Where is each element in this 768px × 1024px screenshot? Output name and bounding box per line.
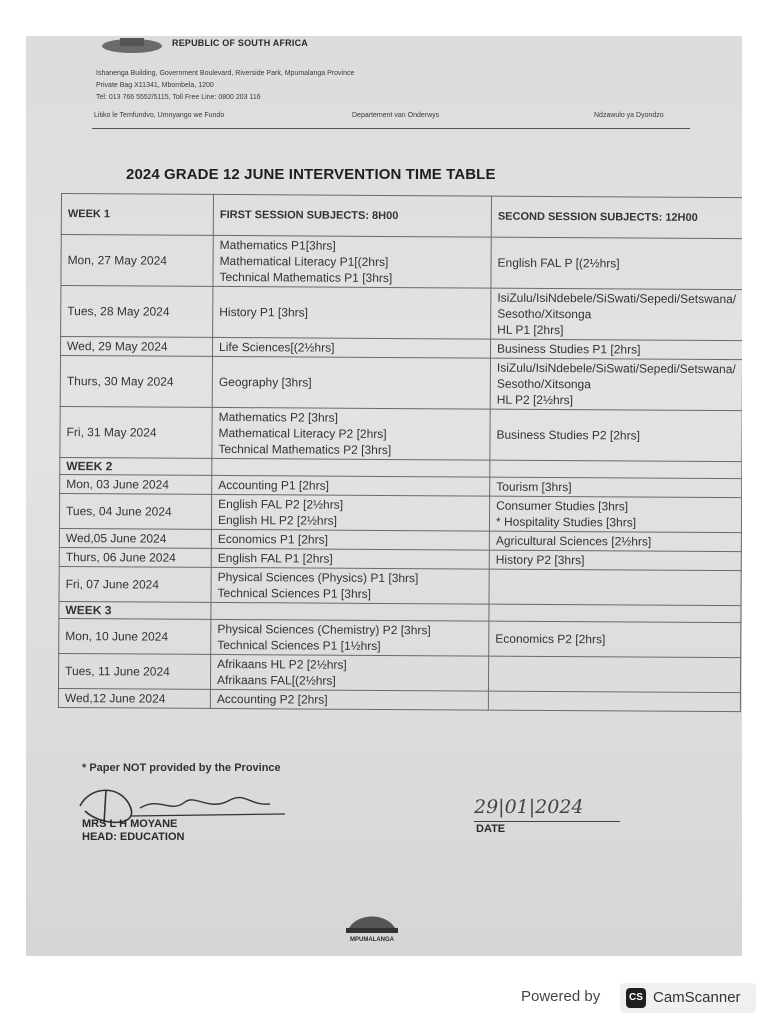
exam-date: Thurs, 06 June 2024	[59, 547, 211, 567]
subject-entry: IsiZulu/IsiNdebele/SiSwati/Sepedi/Setswana/ Sesotho/Xitsonga	[497, 290, 737, 322]
subject-entry: History P1 [3hrs]	[219, 304, 309, 320]
second-session-cell	[491, 237, 742, 290]
second-session-cell	[489, 569, 741, 606]
exam-date: Tues, 11 June 2024	[58, 653, 210, 689]
second-session-cell	[490, 339, 742, 360]
subject-entry: Physical Sciences (Physics) P1 [3hrs]	[217, 569, 419, 586]
first-session-cell	[211, 494, 489, 531]
first-session-cell	[213, 337, 491, 358]
subject-entry: English HL P2 [2½hrs]	[217, 512, 337, 528]
subject-entry: HL P1 [2hrs]	[497, 322, 564, 338]
subject-entry: Technical Mathematics P2 [3hrs]	[218, 441, 392, 458]
table-row	[60, 356, 742, 411]
subject-entry: Accounting P2 [2hrs]	[216, 691, 328, 707]
exam-date: Fri, 31 May 2024	[60, 406, 212, 458]
table-header-row	[61, 194, 742, 239]
second-session-cell	[488, 691, 740, 712]
subject-entry: Mathematical Literacy P1[(2hrs]	[219, 253, 389, 270]
first-session-cell	[212, 475, 490, 496]
subject-entry: Business Studies P1 [2hrs]	[497, 341, 641, 357]
signer-role: HEAD: EDUCATION	[82, 831, 185, 843]
timetable	[58, 193, 742, 712]
subject-entry: Tourism [3hrs]	[496, 479, 572, 495]
exam-date: Wed,05 June 2024	[59, 528, 211, 548]
logo-text: MPUMALANGA	[350, 937, 394, 943]
week-label: WEEK 2	[60, 457, 212, 475]
exam-date: Tues, 04 June 2024	[59, 493, 211, 529]
empty-cell	[489, 604, 741, 623]
scanned-document	[26, 36, 742, 956]
camscanner-icon: CS	[626, 988, 646, 1008]
footnote: * Paper NOT provided by the Province	[82, 762, 281, 774]
address-line: Ishanenga Building, Government Boulevard, Riverside Park, Mpumalanga Province	[96, 70, 355, 77]
mpumalanga-logo	[332, 908, 412, 948]
language-afrikaans: Departement van Onderwys	[352, 112, 440, 119]
subject-entry: Agricultural Sciences [2½hrs]	[495, 533, 652, 549]
subject-entry: Afrikaans FAL[(2½hrs]	[216, 672, 336, 688]
subject-entry: Technical Mathematics P1 [3hrs]	[219, 269, 393, 286]
subject-entry: Mathematics P1[3hrs]	[219, 237, 336, 253]
provincial-logo-icon	[342, 908, 402, 934]
signer-block	[82, 818, 184, 844]
second-session-cell	[489, 550, 741, 571]
table-row	[59, 566, 741, 605]
subject-entry: Technical Sciences P1 [1½hrs]	[217, 637, 381, 653]
subject-entry: English FAL P2 [2½hrs]	[218, 496, 344, 512]
exam-date: Mon, 10 June 2024	[59, 618, 211, 654]
first-session-cell	[212, 407, 490, 460]
header-first-session: FIRST SESSION SUBJECTS: 8H00	[213, 194, 491, 237]
table-row	[59, 493, 741, 532]
address-block	[96, 68, 354, 104]
subject-entry: Mathematics P2 [3hrs]	[218, 409, 339, 425]
first-session-cell	[213, 286, 491, 339]
second-session-cell	[490, 409, 742, 462]
second-session-cell	[489, 496, 741, 533]
second-session-cell	[489, 621, 741, 658]
table-row	[60, 406, 742, 461]
second-session-cell	[490, 477, 742, 498]
subject-entry: Mathematical Literacy P2 [2hrs]	[218, 425, 387, 441]
header-second-session: SECOND SESSION SUBJECTS: 12H00	[491, 196, 742, 239]
subject-entry: Economics P2 [2hrs]	[495, 631, 606, 647]
subject-entry: Afrikaans HL P2 [2½hrs]	[217, 656, 347, 672]
first-session-cell	[211, 567, 489, 604]
first-session-cell	[211, 619, 489, 656]
table-row	[61, 286, 742, 341]
second-session-cell	[488, 656, 740, 693]
exam-date: Mon, 03 June 2024	[60, 474, 212, 494]
exam-date: Fri, 07 June 2024	[59, 566, 211, 602]
language-xitsonga: Ndzawulo ya Dyondzo	[594, 112, 664, 119]
exam-date: Wed,12 June 2024	[58, 688, 210, 708]
subject-entry: Business Studies P2 [2hrs]	[496, 427, 640, 443]
week-label: WEEK 3	[59, 601, 211, 619]
exam-date: Wed, 29 May 2024	[61, 337, 213, 357]
subject-entry: Life Sciences[(2½hrs]	[219, 339, 335, 355]
subject-entry: Physical Sciences (Chemistry) P2 [3hrs]	[217, 621, 431, 638]
table-row	[59, 618, 741, 657]
camscanner-brand: CamScanner	[653, 989, 741, 1006]
second-session-cell	[491, 288, 742, 341]
table-row	[58, 688, 740, 711]
coat-of-arms-icon	[98, 36, 166, 54]
address-line: Tel: 013 766 5552/5115, Toll Free Line: 0800 203 116	[96, 94, 261, 101]
subject-entry: IsiZulu/IsiNdebele/SiSwati/Sepedi/Setswana/ Sesotho/Xitsonga	[496, 360, 736, 392]
empty-cell	[211, 602, 489, 621]
subject-entry: Economics P1 [2hrs]	[217, 531, 328, 547]
header-divider	[92, 128, 690, 129]
address-line: Private Bag X11341, Mbombela, 1200	[96, 82, 214, 89]
department-name: REPUBLIC OF SOUTH AFRICA	[172, 38, 308, 48]
second-session-cell	[489, 531, 741, 552]
table-row	[61, 235, 742, 290]
handwritten-date: 29|01|2024	[474, 796, 584, 818]
date-label: DATE	[476, 823, 506, 835]
second-session-cell	[490, 358, 742, 411]
subject-entry: History P2 [3hrs]	[495, 552, 585, 568]
exam-date: Thurs, 30 May 2024	[60, 356, 212, 408]
empty-cell	[490, 460, 742, 479]
powered-by-label: Powered by	[521, 988, 601, 1005]
camscanner-badge[interactable]	[620, 983, 756, 1013]
document-title: 2024 GRADE 12 JUNE INTERVENTION TIME TABLE	[126, 166, 496, 183]
language-siswati: Litiko le Temfundvo, Umnyango we Fundo	[94, 112, 225, 119]
exam-date: Mon, 27 May 2024	[61, 235, 213, 287]
empty-cell	[212, 458, 490, 477]
subject-entry: Geography [3hrs]	[218, 374, 312, 390]
timetable-body	[58, 235, 742, 712]
subject-entry: English FAL P [(2½hrs]	[497, 255, 620, 271]
exam-date: Tues, 28 May 2024	[61, 286, 213, 338]
first-session-cell	[213, 235, 491, 288]
table-row	[58, 653, 740, 692]
first-session-cell	[211, 548, 489, 569]
subject-entry: * Hospitality Studies [3hrs]	[495, 514, 637, 530]
signer-name: MRS L H MOYANE	[82, 818, 178, 830]
subject-entry: Consumer Studies [3hrs]	[496, 498, 629, 514]
first-session-cell	[212, 356, 490, 409]
subject-entry: HL P2 [2½hrs]	[496, 392, 574, 408]
subject-entry: Accounting P1 [2hrs]	[218, 477, 329, 493]
first-session-cell	[211, 529, 489, 550]
date-underline	[474, 821, 620, 822]
header-week: WEEK 1	[61, 194, 213, 236]
subject-entry: Technical Sciences P1 [3hrs]	[217, 585, 372, 601]
first-session-cell	[210, 689, 488, 710]
first-session-cell	[210, 654, 488, 691]
subject-entry: English FAL P1 [2hrs]	[217, 550, 333, 566]
